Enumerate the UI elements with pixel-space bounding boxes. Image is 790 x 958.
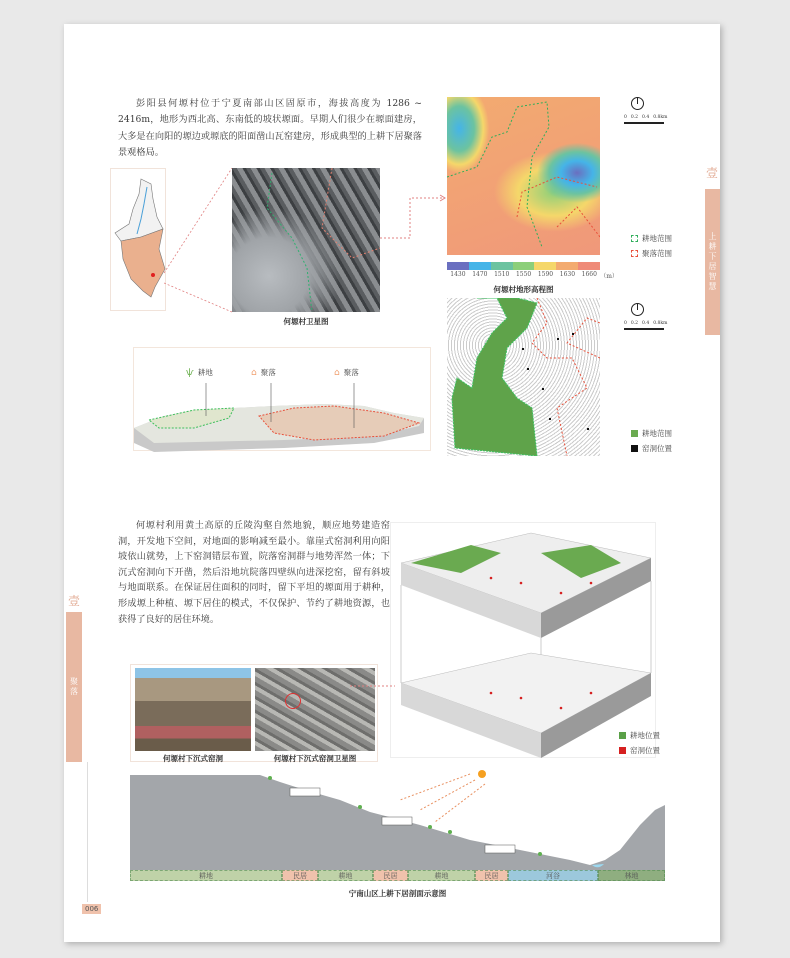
land-use-segment: 民居 bbox=[282, 870, 318, 881]
satellite-caption: 何塬村卫星图 bbox=[283, 317, 329, 326]
land-use-segment: 耕地 bbox=[408, 870, 475, 881]
scale-label: 0.4 bbox=[642, 115, 650, 120]
locator-map bbox=[110, 168, 166, 311]
scale-label: 0.8km bbox=[653, 321, 668, 326]
colorbar-swatch bbox=[534, 262, 556, 270]
scale-line bbox=[624, 122, 664, 124]
sun-icon bbox=[478, 770, 486, 778]
land-use-segment: 林地 bbox=[598, 870, 665, 881]
photo-panel bbox=[130, 664, 378, 762]
land-use-strip bbox=[130, 870, 665, 881]
house-icon: ⌂ bbox=[251, 367, 257, 378]
sprout-icon: ѱ bbox=[186, 367, 194, 378]
label-settlement: ⌂ 聚落 bbox=[334, 367, 359, 378]
contour-map bbox=[447, 298, 600, 456]
north-compass-icon bbox=[631, 303, 644, 316]
arrow-to-elevation bbox=[380, 194, 448, 244]
colorbar-swatch bbox=[578, 262, 600, 270]
colorbar-label: 1510 bbox=[494, 271, 510, 278]
land-use-segment: 耕地 bbox=[130, 870, 282, 881]
chapter-tab-right: 上耕下居智慧 bbox=[705, 189, 720, 335]
colorbar-label: 1470 bbox=[472, 271, 488, 278]
sunken-cave-photo bbox=[135, 668, 251, 751]
land-use-segment: 耕地 bbox=[318, 870, 373, 881]
colorbar-unit: （m） bbox=[600, 273, 618, 280]
chapter-number-right: 壹 bbox=[705, 166, 718, 180]
divider bbox=[87, 762, 88, 902]
colorbar-label: 1430 bbox=[450, 271, 466, 278]
land-use-segment: 民居 bbox=[475, 870, 508, 881]
elevation-colorbar bbox=[447, 262, 600, 270]
scale-label: 0.8km bbox=[653, 115, 668, 120]
colorbar-label: 1550 bbox=[515, 271, 532, 278]
photo-link-line bbox=[350, 684, 395, 689]
colorbar-label: 1660 bbox=[581, 271, 597, 278]
legend-cave-dwelling: 窑洞位置 bbox=[631, 443, 672, 454]
colorbar-swatch bbox=[447, 262, 469, 270]
scale-bar bbox=[624, 321, 667, 326]
scale-label: 0 bbox=[624, 321, 627, 326]
house-icon: ⌂ bbox=[334, 367, 340, 378]
intro-paragraph: 彭阳县何塬村位于宁夏南部山区固原市，海拔高度为 1286 ~ 2416m，地形为西北高、东南低的坡状塬面。早期人们很少在塬面建房，大多是在向阳的塬边或塬底的阳面凿山瓦窑建房，形成典型的上耕下居聚落景观格局。 bbox=[118, 98, 422, 159]
scale-label: 0 bbox=[624, 115, 627, 120]
elevation-caption: 何塬村地形高程图 bbox=[493, 285, 554, 294]
scale-label: 0.2 bbox=[630, 321, 639, 326]
scale-line bbox=[624, 328, 664, 330]
scale-label: 0.2 bbox=[630, 115, 639, 120]
legend-cave-position: 窑洞位置 bbox=[619, 745, 660, 756]
elevation-map bbox=[447, 97, 600, 255]
colorbar-label: 1630 bbox=[559, 271, 576, 278]
sunken-cave-satellite-photo bbox=[255, 668, 375, 751]
land-use-segment: 河谷 bbox=[508, 870, 598, 881]
block-diagram bbox=[390, 522, 656, 758]
book-page bbox=[64, 24, 720, 942]
label-settlement: ⌂ 聚落 bbox=[251, 367, 276, 378]
legend-settlement: 聚落范围 bbox=[631, 248, 672, 259]
scale-bar bbox=[624, 115, 667, 120]
photo-caption: 何塬村下沉式窑洞 bbox=[163, 754, 223, 763]
legend-farmland-position: 耕地位置 bbox=[619, 730, 660, 741]
colorbar-swatch bbox=[469, 262, 491, 270]
legend-farmland: 耕地范围 bbox=[631, 233, 672, 244]
legend-farmland: 耕地范围 bbox=[631, 428, 672, 439]
cross-section-caption: 宁南山区上耕下居剖面示意图 bbox=[348, 889, 447, 898]
colorbar-swatch bbox=[513, 262, 535, 270]
satellite-image bbox=[232, 168, 380, 312]
colorbar-swatch bbox=[556, 262, 578, 270]
page-number: 006 bbox=[82, 904, 101, 914]
north-compass-icon bbox=[631, 97, 644, 110]
chapter-number-left: 壹 bbox=[67, 594, 80, 608]
colorbar-labels bbox=[447, 271, 622, 280]
photo-caption: 何塬村下沉式窑洞卫星图 bbox=[273, 754, 357, 763]
scale-label: 0.4 bbox=[642, 321, 650, 326]
body-paragraph: 何塬村利用黄土高原的丘陵沟壑自然地貌，顺应地势建造窑洞，开发地下空间，对地面的影响减至最小。靠崖式窑洞利用向阳坡依山就势，上下窑洞错层布置，院落窑洞群与地势浑然一体；下沉式窑洞向下开凿，然后沿地坑院落四壁纵向进深挖窑，留有斜坡与地面联系。在保证居住面积的同时，留下平坦的塬面用于耕种，形成塬上种植、塬下居住的模式，不仅保护、节约了耕地资源，也获得了良好的居住环境。 bbox=[118, 520, 390, 625]
terrain-3d-section bbox=[133, 347, 431, 451]
land-use-segment: 民居 bbox=[373, 870, 408, 881]
cross-section-diagram bbox=[130, 770, 665, 870]
zoom-lines bbox=[164, 168, 234, 313]
colorbar-swatch bbox=[491, 262, 513, 270]
label-farmland: ѱ 耕地 bbox=[186, 367, 213, 378]
colorbar-label: 1590 bbox=[537, 271, 554, 278]
chapter-tab-left: 聚落 bbox=[66, 612, 82, 762]
